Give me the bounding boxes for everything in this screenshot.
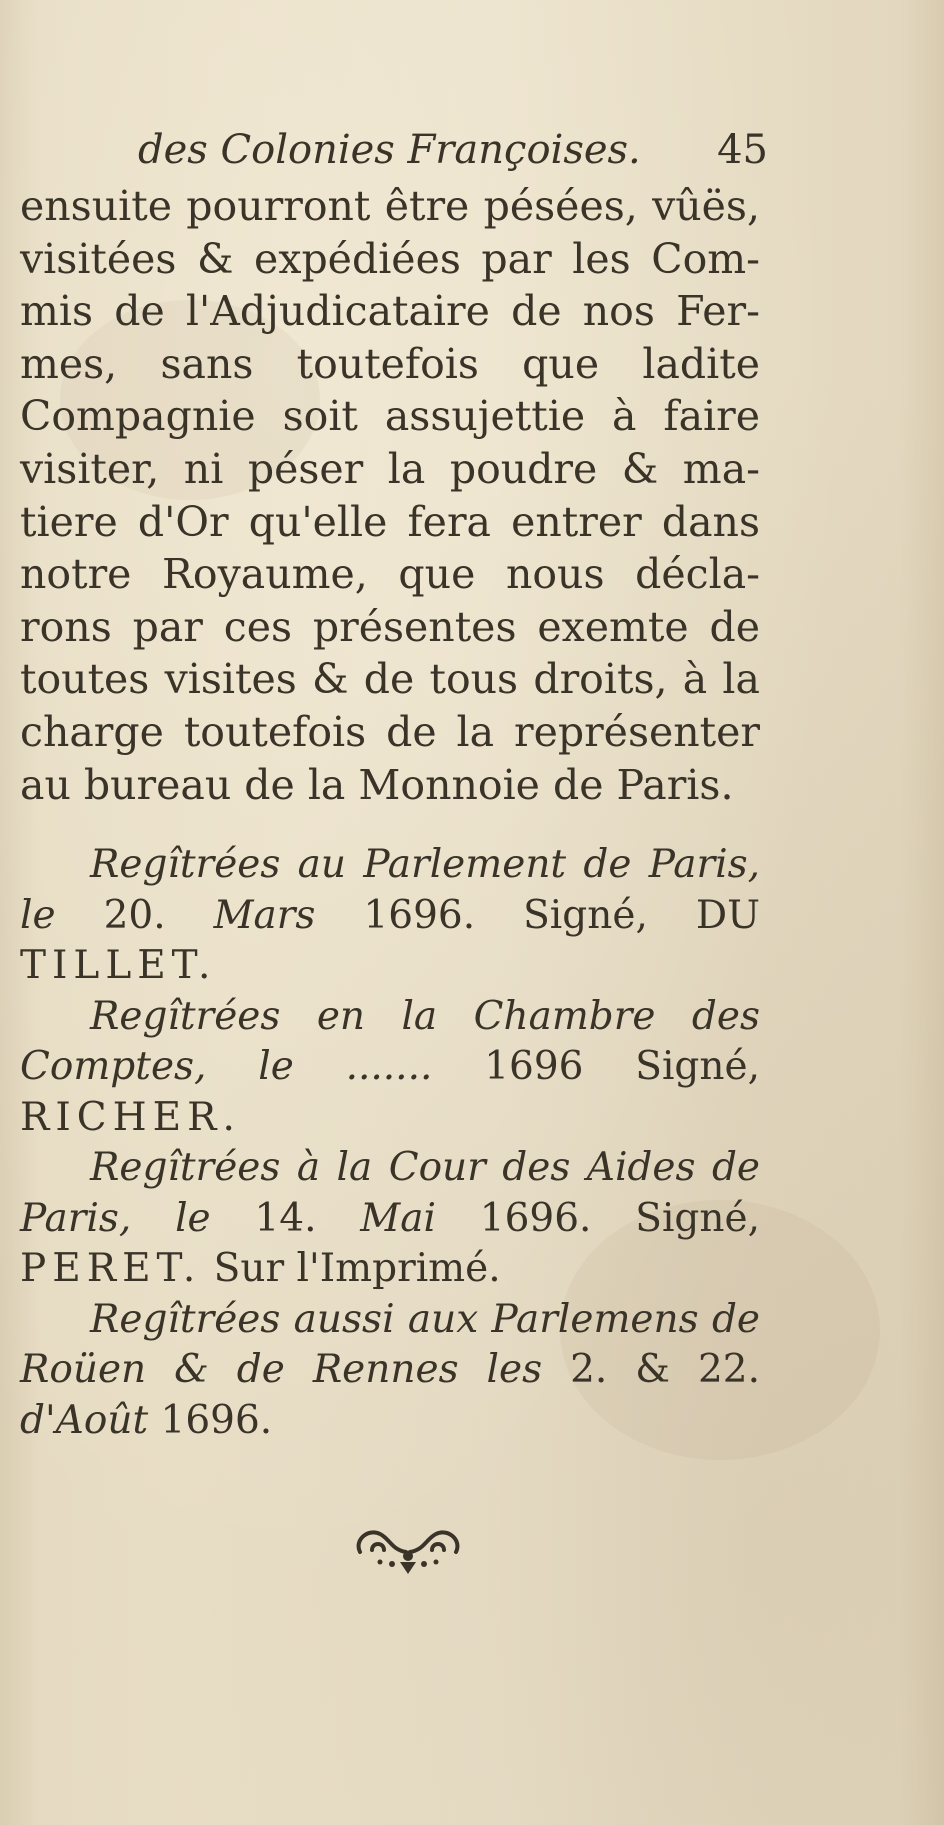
registration-fragment: Sur l'Imprimé. [213, 1246, 501, 1291]
registration-fragment: 2. & 22. [570, 1347, 760, 1392]
signatory-name: PERET. [20, 1246, 202, 1291]
text-line: toutes visites & de tous droits, à la [20, 655, 760, 704]
running-title: des Colonies Françoises. [138, 127, 641, 173]
registration-entry-cour-des-aides [20, 1143, 760, 1295]
fleuron-ornament-icon [350, 1522, 466, 1578]
text-line: Compagnie soit assujettie à faire [20, 392, 760, 441]
signatory-name: RICHER. [20, 1094, 241, 1140]
registration-line: Regîtrées à la Cour des Aides de [90, 1145, 760, 1190]
registration-fragment: Comptes, le ....... [20, 1044, 433, 1089]
text-line: visiter, ni péser la poudre & ma- [20, 444, 760, 493]
registration-line [20, 1194, 760, 1245]
text-line: mes, sans toutefois que ladite [20, 339, 760, 388]
registration-notes [20, 840, 760, 1446]
registration-fragment: 20. [103, 892, 166, 938]
registration-fragment: Mai [360, 1195, 436, 1241]
text-line: rons par ces présentes exemte de [20, 602, 760, 651]
text-line: tiere d'Or qu'elle fera entrer dans [20, 497, 760, 546]
registration-entry-parlement [20, 840, 760, 992]
signatory-name: TILLET. [20, 943, 217, 988]
text-line: charge toutefois de la représenter [20, 707, 760, 756]
registration-entry-parlemens [20, 1295, 760, 1447]
registration-fragment: Paris, le [20, 1195, 211, 1241]
text-line: au bureau de la Monnoie de Paris. [20, 760, 734, 809]
registration-fragment: 1696. [363, 892, 476, 938]
running-head [138, 120, 768, 180]
registration-line [20, 1042, 760, 1093]
body-paragraph [20, 180, 760, 811]
page-number: 45 [717, 127, 768, 173]
registration-line [20, 1396, 760, 1447]
registration-fragment: Roüen & de Rennes les [20, 1347, 543, 1392]
text-line: mis de l'Adjudicataire de nos Fer- [20, 287, 760, 336]
registration-line [20, 1244, 760, 1295]
text-line: visitées & expédiées par les Com- [20, 234, 760, 283]
registration-line [20, 1345, 760, 1396]
registration-fragment: d'Août [20, 1397, 149, 1443]
registration-entry-chambre [20, 992, 760, 1144]
registration-line [20, 891, 760, 942]
registration-line: Regîtrées aussi aux Parlemens de [90, 1296, 760, 1342]
registration-fragment: 1696. [160, 1397, 273, 1443]
registration-fragment: Mars [213, 892, 316, 938]
registration-fragment: Signé, DU [523, 892, 760, 938]
text-line: notre Royaume, que nous décla- [20, 550, 760, 599]
text-line: ensuite pourront être pésées, vûës, [20, 182, 760, 230]
registration-fragment: 14. [254, 1195, 317, 1241]
registration-fragment: 1696 Signé, [484, 1044, 760, 1089]
registration-fragment: le [20, 892, 56, 938]
registration-line: Regîtrées au Parlement de Paris, [90, 842, 760, 887]
registration-line: Regîtrées en la Chambre des [90, 993, 760, 1039]
registration-fragment: 1696. Signé, [479, 1195, 760, 1241]
